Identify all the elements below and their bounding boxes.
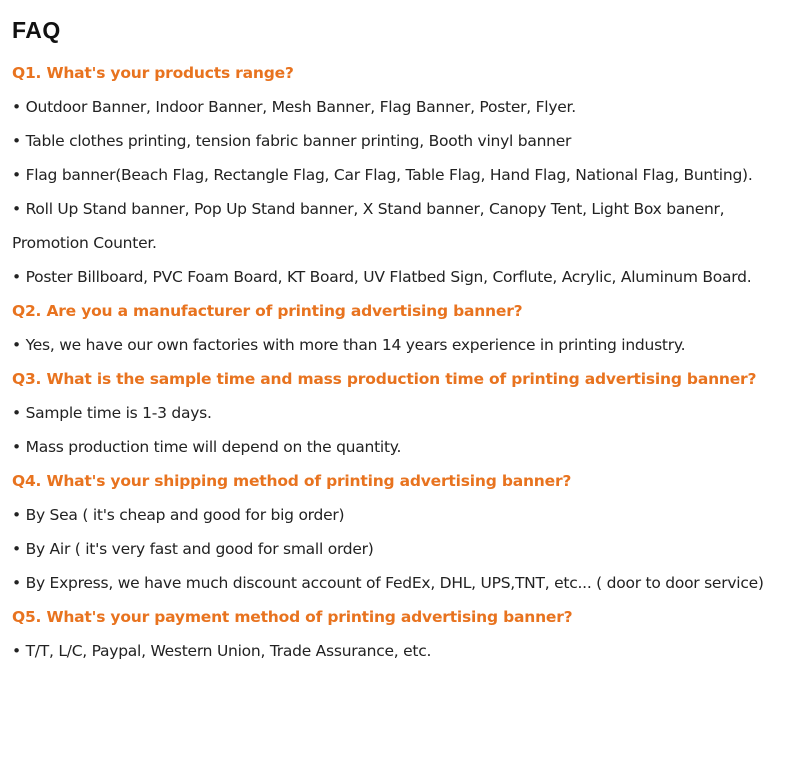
answer-text: Outdoor Banner, Indoor Banner, Mesh Banner, Flag Banner, Poster, Flyer. bbox=[25, 98, 576, 116]
bullet-icon: • bbox=[12, 200, 26, 218]
answer-text: By Sea ( it's cheap and good for big order) bbox=[25, 506, 345, 524]
bullet-icon: • bbox=[12, 404, 26, 422]
faq-section-1 bbox=[12, 56, 792, 294]
faq-question: Q2. Are you a manufacturer of printing advertising banner? bbox=[12, 302, 523, 320]
faq-answer bbox=[12, 328, 792, 362]
faq-section-2 bbox=[12, 294, 792, 362]
answer-text: Sample time is 1-3 days. bbox=[25, 404, 212, 422]
faq-question: Q3. What is the sample time and mass production time of printing advertising banner? bbox=[12, 370, 757, 388]
faq-answer bbox=[12, 158, 792, 192]
faq-question: Q5. What's your payment method of printing advertising banner? bbox=[12, 608, 573, 626]
bullet-icon: • bbox=[12, 506, 26, 524]
faq-answer bbox=[12, 430, 792, 464]
faq-answer bbox=[12, 192, 792, 260]
bullet-icon: • bbox=[12, 642, 26, 660]
answer-text: Flag banner(Beach Flag, Rectangle Flag, Car Flag, Table Flag, Hand Flag, National Flag, Bunting). bbox=[25, 166, 753, 184]
faq-page bbox=[12, 14, 792, 668]
faq-section-4 bbox=[12, 464, 792, 600]
faq-answer bbox=[12, 634, 792, 668]
answer-text: T/T, L/C, Paypal, Western Union, Trade Assurance, etc. bbox=[25, 642, 432, 660]
bullet-icon: • bbox=[12, 540, 26, 558]
faq-section-3 bbox=[12, 362, 792, 464]
faq-answer bbox=[12, 124, 792, 158]
faq-section-5 bbox=[12, 600, 792, 668]
faq-answer bbox=[12, 90, 792, 124]
faq-answer bbox=[12, 498, 792, 532]
answer-text: By Express, we have much discount account of FedEx, DHL, UPS,TNT, etc... ( door to door service) bbox=[25, 574, 764, 592]
faq-answer bbox=[12, 260, 792, 294]
answer-text: By Air ( it's very fast and good for small order) bbox=[25, 540, 374, 558]
page-title: FAQ bbox=[12, 17, 61, 43]
bullet-icon: • bbox=[12, 574, 26, 592]
bullet-icon: • bbox=[12, 132, 26, 150]
faq-answer bbox=[12, 566, 792, 600]
answer-text: Roll Up Stand banner, Pop Up Stand banner, X Stand banner, Canopy Tent, Light Box banenr, Promotion Counter. bbox=[12, 200, 725, 252]
answer-text: Mass production time will depend on the quantity. bbox=[25, 438, 402, 456]
bullet-icon: • bbox=[12, 336, 26, 354]
answer-text: Table clothes printing, tension fabric banner printing, Booth vinyl banner bbox=[25, 132, 572, 150]
bullet-icon: • bbox=[12, 438, 26, 456]
faq-question: Q4. What's your shipping method of printing advertising banner? bbox=[12, 472, 572, 490]
bullet-icon: • bbox=[12, 268, 26, 286]
faq-answer bbox=[12, 396, 792, 430]
answer-text: Yes, we have our own factories with more than 14 years experience in printing industry. bbox=[25, 336, 686, 354]
answer-text: Poster Billboard, PVC Foam Board, KT Board, UV Flatbed Sign, Corflute, Acrylic, Aluminum Board. bbox=[25, 268, 752, 286]
faq-question: Q1. What's your products range? bbox=[12, 64, 294, 82]
faq-answer bbox=[12, 532, 792, 566]
bullet-icon: • bbox=[12, 166, 26, 184]
bullet-icon: • bbox=[12, 98, 26, 116]
